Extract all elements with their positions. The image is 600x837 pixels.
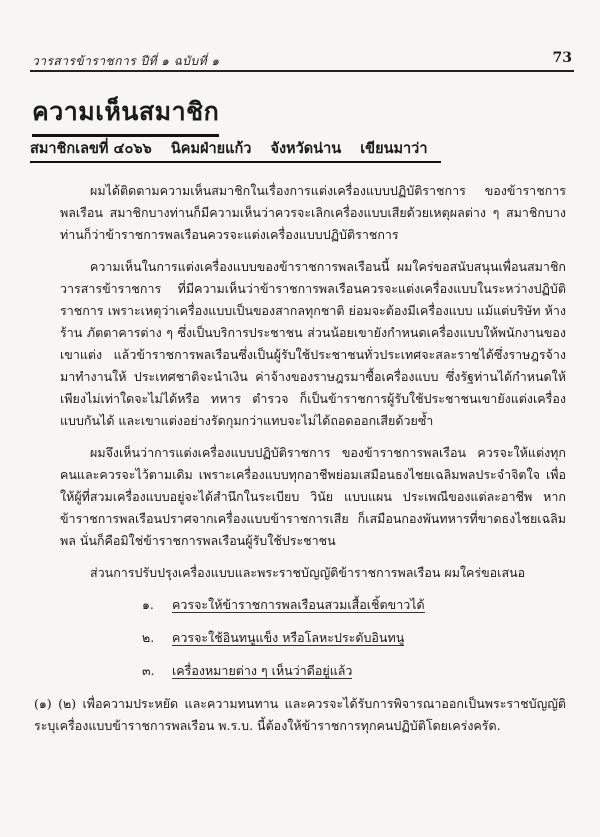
paragraph: ผมได้ติดตามความเห็นสมาชิกในเรื่องการแต่งเครื่องแบบปฏิบัติราชการ ของข้าราชการพลเรือน สมาชิกบางท่านก็มีความเห็นว่าควรจะเลิกเครื่องแบบเสียด้วยเหตุผลต่าง ๆ สมาชิกบางท่านก็ว่าข้าราชการพลเรือนควรจะแต่งเครื่องแบบปฏิบัติราชการ — [60, 183, 566, 242]
section-title: ความเห็นสมาชิก — [32, 92, 219, 137]
list-item — [142, 627, 566, 649]
paragraph: ส่วนการปรับปรุงเครื่องแบบและพระราชบัญญัติข้าราชการพลเรือน ผมใคร่ขอเสนอ — [90, 565, 526, 580]
list-item — [142, 660, 566, 682]
header-rule — [30, 70, 574, 72]
closing-paragraph: (๑) (๒) เพื่อความประหยัด และความทนทาน และควรจะได้รับการพิจารณาออกเป็นพระราชบัญญัติระบุเครื่องแบบข้าราชการพลเรือน พ.ร.บ. นี้ต้องให้ข้าราชการทุกคนปฏิบัติโดยเคร่งครัด. — [34, 696, 566, 733]
author-line — [30, 137, 441, 163]
proposal-list — [60, 594, 566, 682]
list-item-text: ควรจะให้ข้าราชการพลเรือนสวมเสื้อเชิ้ตขาวได้ — [171, 597, 425, 612]
author-province: จังหวัดน่าน — [270, 140, 342, 157]
paragraph: ผมจึงเห็นว่าการแต่งเครื่องแบบปฏิบัติราชการ ของข้าราชการพลเรือน ควรจะให้แต่งทุกคนและควรจะไว้ตามเดิม เพราะเครื่องแบบทุกอาชีพย่อมเสมือนธงไชยเฉลิมพลประจำจิตใจ เพื่อให้ผู้ที่สวมเครื่องแบบอยู่จะได้สำนึกในระเบียบ วินัย แบบแผน ประเพณีของแต่ละอาชีพ หากข้าราชการพลเรือนปราศจากเครื่องแบบข้าราชการเสีย ก็เสมือนกองพันทหารที่ขาดธงไชยเฉลิมพล นั่นก็คือมิใช่ข้าราชการพลเรือนผู้รับใช้ประชาชน — [60, 445, 566, 548]
list-item-number: ๑. — [142, 597, 154, 612]
list-item-text: เครื่องหมายต่าง ๆ เห็นว่าดีอยู่แล้ว — [171, 663, 353, 678]
paragraph: ความเห็นในการแต่งเครื่องแบบของข้าราชการพลเรือนนี้ ผมใคร่ขอสนับสนุนเพื่อนสมาชิกวารสารข้าราชการ ที่มีความเห็นว่าข้าราชการพลเรือนควรจะแต่งเครื่องแบบในระหว่างปฏิบัติราชการ เพราะเหตุว่าเครื่องแบบเป็นของสากลทุกชาติ ย่อมจะต้องมีเครื่องแบบ แม้แต่บริษัท ห้างร้าน ภัตตาคารต่าง ๆ ซึ่งเป็นบริการประชาชน ส่วนน้อยเขายังกำหนดเครื่องแบบให้พนักงานของเขาแต่ง แล้วข้าราชการพลเรือนซึ่งเป็นผู้รับใช้ประชาชนทั่วประเทศจะสละราชได้ซึ่งราษฎรจ้างมาทำงานให้ ประเทศชาติจะนำเงิน ค่าจ้างของราษฎรมาซื้อเครื่องแบบ ซึ่งรัฐท่านได้กำหนดให้เพียงไม่เท่าใดจะไม่ได้หรือ ทหาร ตำรวจ ก็เป็นข้าราชการผู้รับใช้ประชาชนเขายังแต่งเครื่องแบบกันได้ และเขาแต่งอย่างรัดกุมกว่าแทบจะไม่ได้ถอดออกเสียด้วยซ้ำ — [60, 259, 566, 428]
article-body — [34, 172, 566, 747]
list-item-number: ๒. — [142, 630, 155, 645]
list-item-number: ๓. — [142, 663, 155, 678]
author-intro: เขียนมาว่า — [360, 140, 428, 157]
list-item-text: ควรจะใช้อินทนูแข็ง หรือโลหะประดับอินทนู — [171, 630, 405, 645]
member-number: สมาชิกเลขที่ ๔๐๖๖ — [30, 140, 152, 157]
page-number: 73 — [552, 50, 572, 66]
list-item — [142, 594, 566, 616]
running-head: วารสารข้าราชการ ปีที่ ๑ ฉบับที่ ๑ — [32, 54, 220, 68]
author-name: นิคมฝ่ายแก้ว — [170, 140, 252, 157]
